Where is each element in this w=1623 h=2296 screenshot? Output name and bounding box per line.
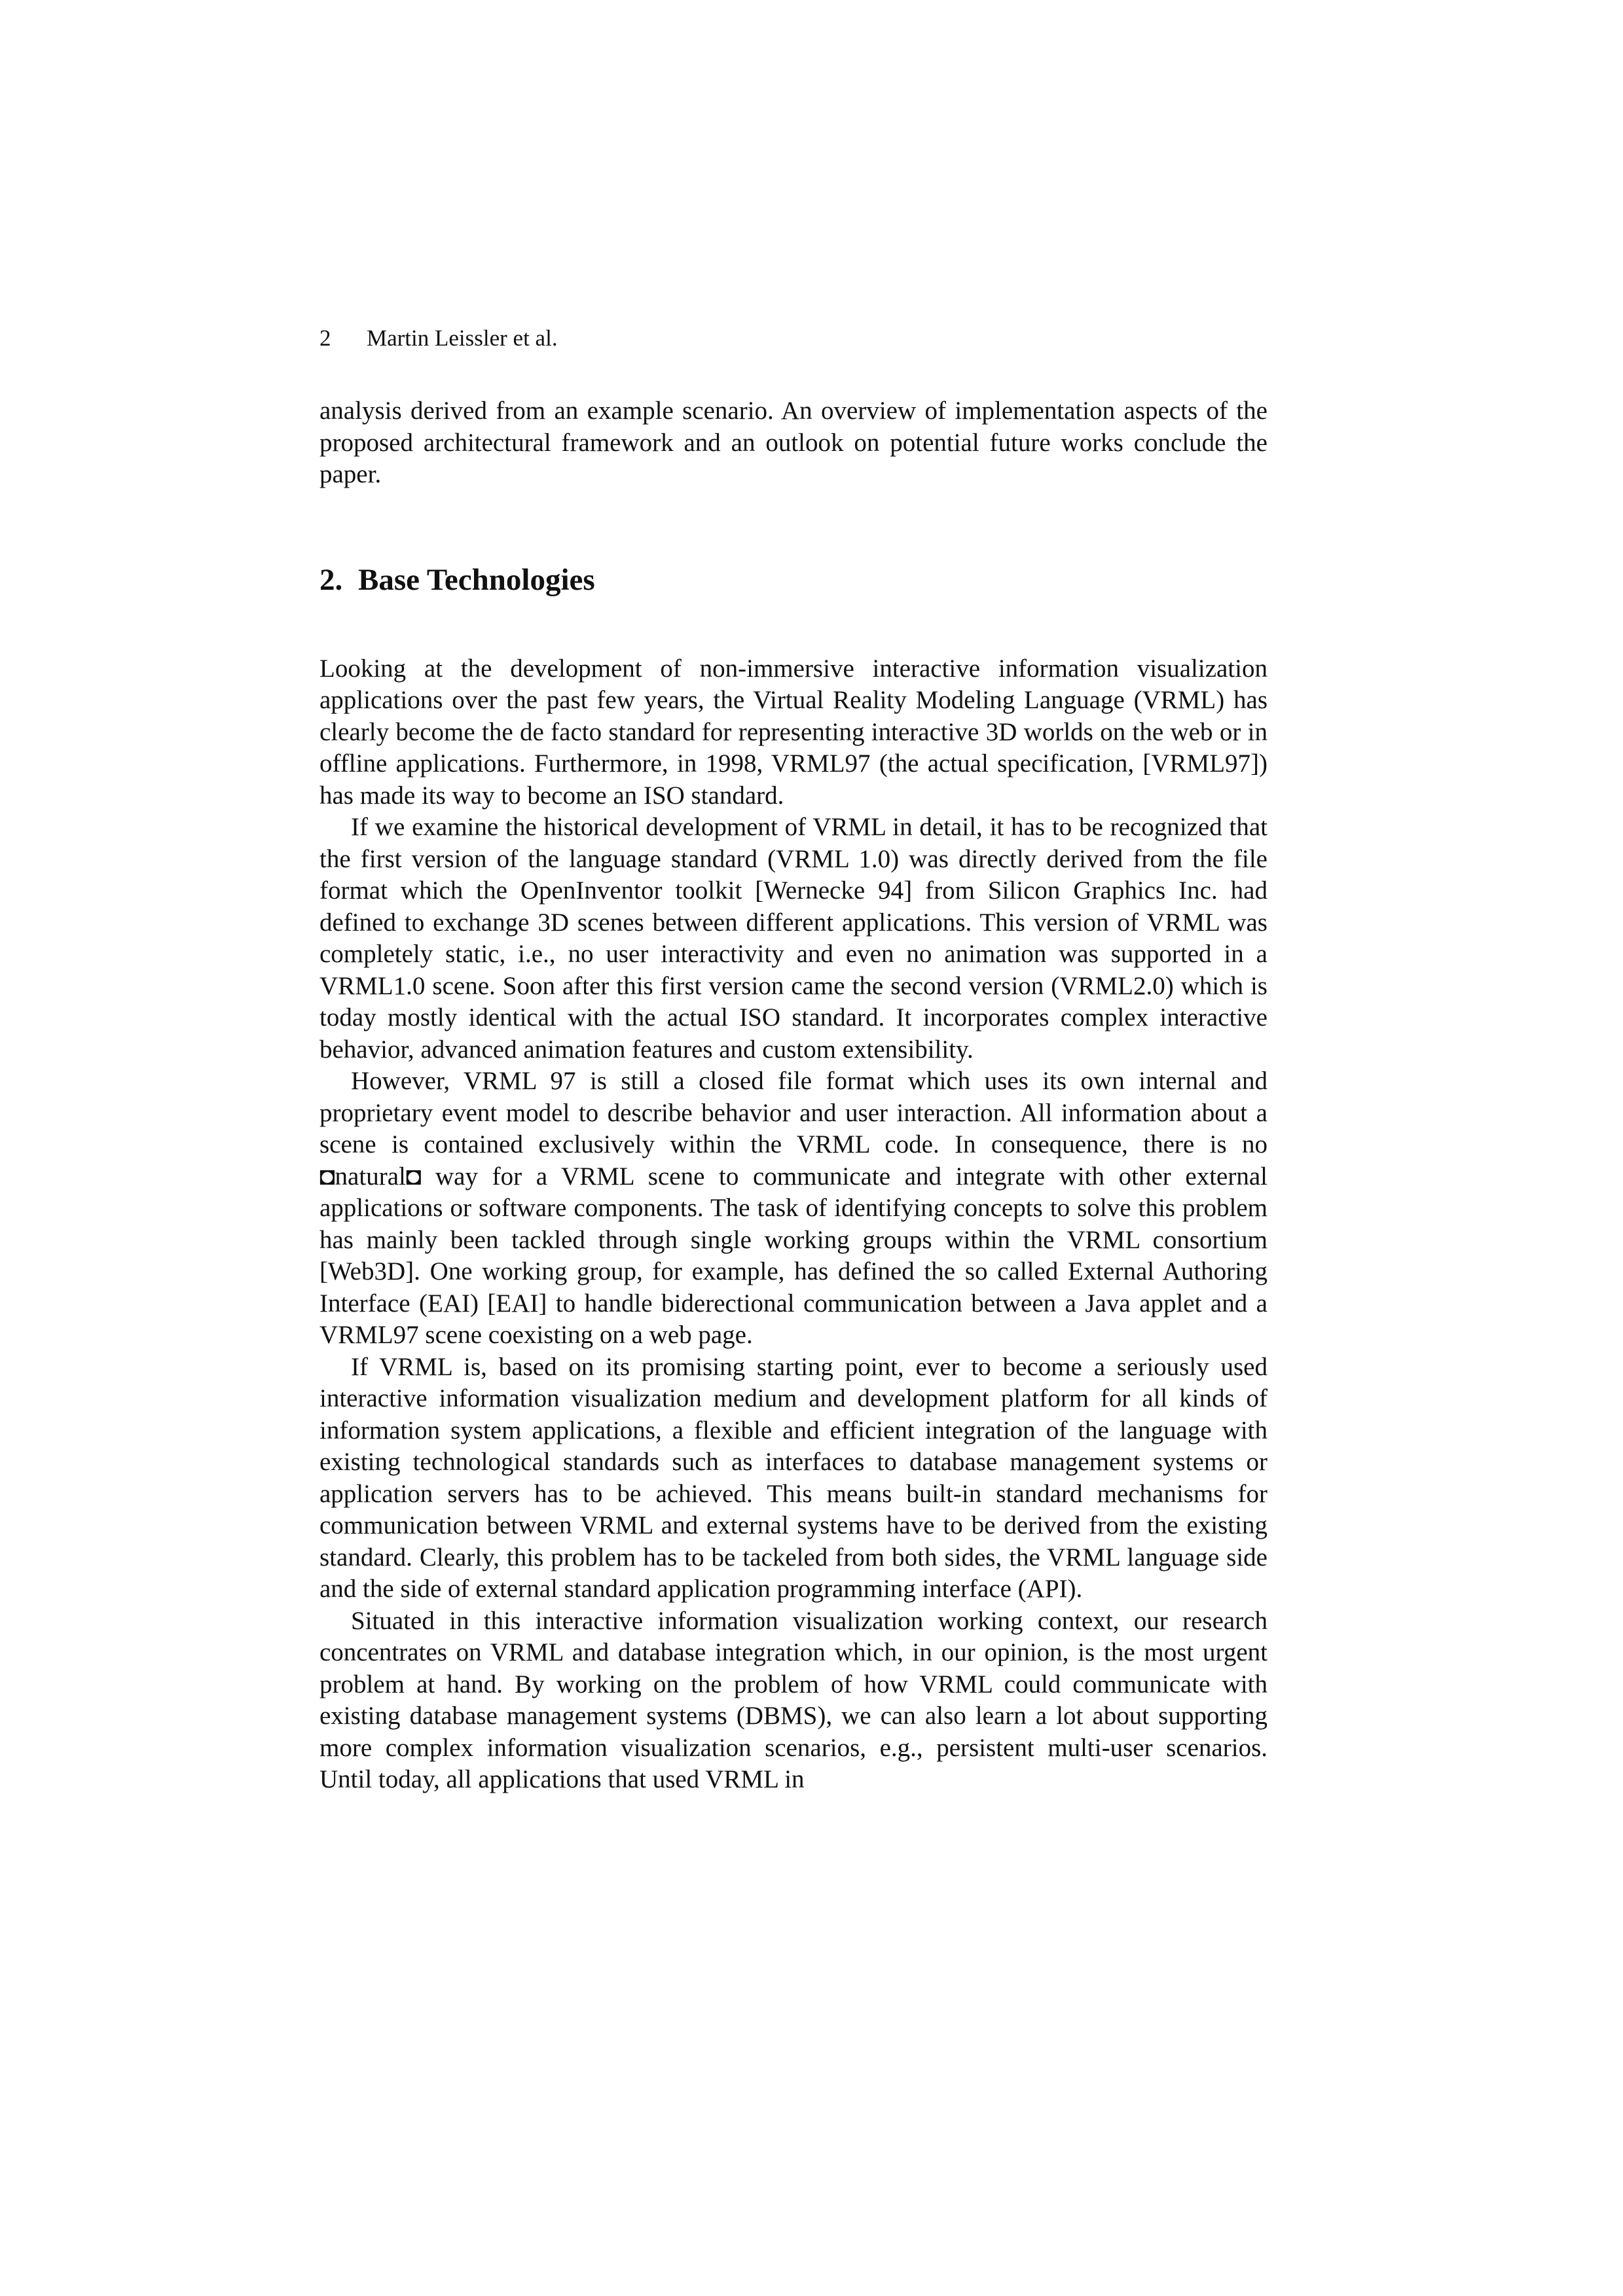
section-title: Base Technologies <box>358 562 595 597</box>
running-header <box>319 324 558 353</box>
intro-paragraph: analysis derived from an example scenario. An overview of implementation aspects of the proposed architectural framework and an outlook on potential future works conclude the paper. <box>319 397 1267 488</box>
page-number: 2 <box>319 325 331 351</box>
body-text <box>319 395 1267 1796</box>
paragraph: However, VRML 97 is still a closed file format which uses its own internal and proprietary event model to describe behavior and user interaction. All information about a scene is contained exclusively within the VRML code. In consequence, there is no ◘natural◘ way for a VRML scene to communicate and integrate with other external applications or software components. The task of identifying concepts to solve this problem has mainly been tackled through single working groups within the VRML consortium [Web3D]. One working group, for example, has defined the so called External Authoring Interface (EAI) [EAI] to handle biderectional communication between a Java applet and a VRML97 scene coexisting on a web page. <box>319 1067 1267 1349</box>
section-number: 2. <box>319 562 343 597</box>
paragraph: If we examine the historical development of VRML in detail, it has to be recognized that the first version of the language standard (VRML 1.0) was directly derived from the file format which the OpenInventor toolkit [Wernecke 94] from Silicon Graphics Inc. had defined to exchange 3D scenes between different applications. This version of VRML was completely static, i.e., no user interactivity and even no animation was supported in a VRML1.0 scene. Soon after this first version came the second version (VRML2.0) which is today mostly identical with the actual ISO standard. It incorporates complex interactive behavior, advanced animation features and custom extensibility. <box>319 813 1267 1064</box>
section-heading <box>319 562 1267 598</box>
running-title: Martin Leissler et al. <box>367 325 558 351</box>
paragraph: Looking at the development of non-immersive interactive information visualization applications over the past few years, the Virtual Reality Modeling Language (VRML) has clearly become the de facto standard for representing interactive 3D worlds on the web or in offline applications. Furthermore, in 1998, VRML97 (the actual specification, [VRML97]) has made its way to become an ISO standard. <box>319 654 1267 810</box>
paragraph: Situated in this interactive information visualization working context, our research concentrates on VRML and database integration which, in our opinion, is the most urgent problem at hand. By working on the problem of how VRML could communicate with existing database management systems (DBMS), we can also learn a lot about supporting more complex information visualization scenarios, e.g., persistent multi-user scenarios. Until today, all applications that used VRML in <box>319 1606 1267 1793</box>
paragraph: If VRML is, based on its promising starting point, ever to become a seriously used interactive information visualization medium and development platform for all kinds of information system applications, a flexible and efficient integration of the language with existing technological standards such as interfaces to database management systems or application servers has to be achieved. This means built-in standard mechanisms for communication between VRML and external systems have to be derived from the existing standard. Clearly, this problem has to be tackeled from both sides, the VRML language side and the side of external standard application programming interface (API). <box>319 1352 1267 1603</box>
